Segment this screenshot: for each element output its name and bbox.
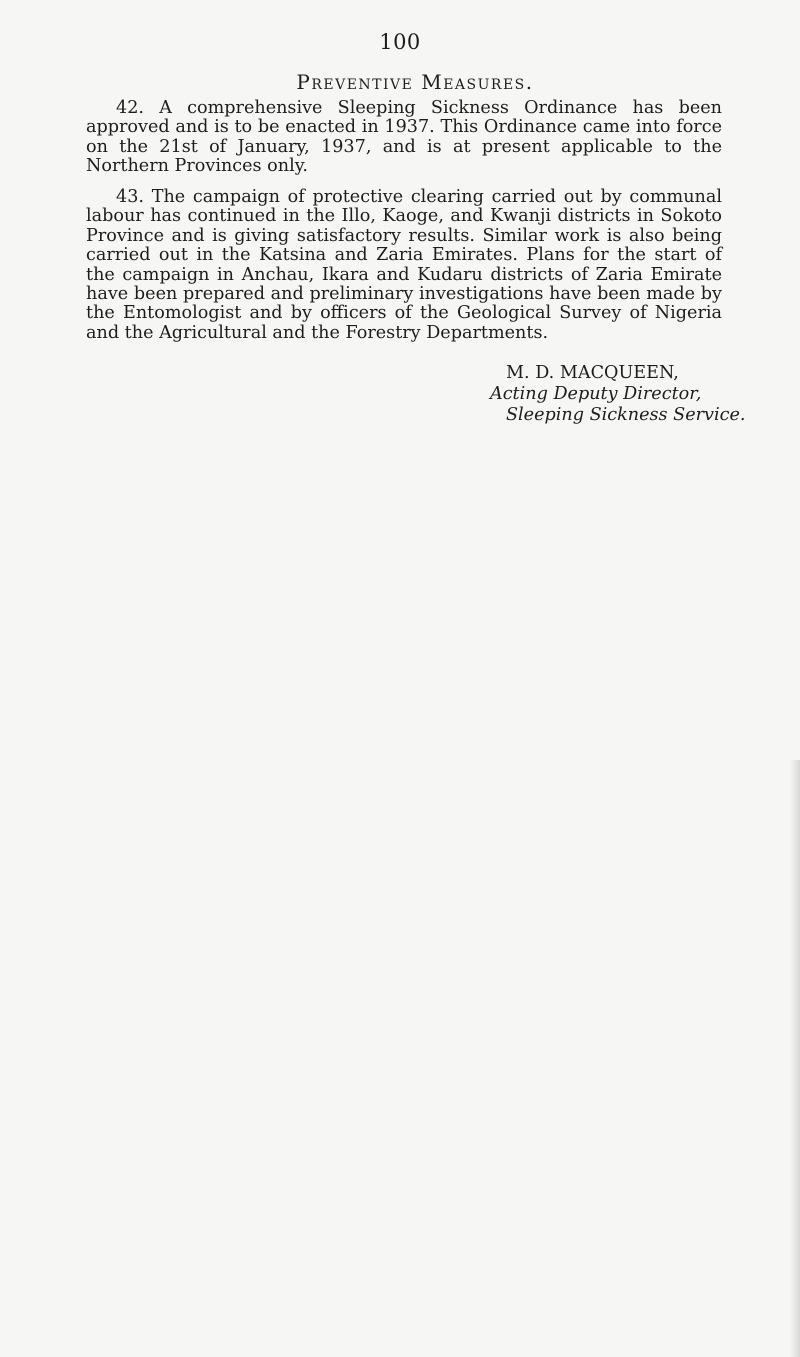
signature-block (490, 363, 745, 426)
section-heading: Preventive Measures. (296, 70, 534, 94)
signatory-name: M. D. MACQUEEN, (506, 363, 679, 383)
paragraph-43: 43. The campaign of protective clearing carried out by communal labour has continued in the Illo, Kaoge, and Kwanji districts in Sokoto Province and is giving satisfactory results. Similar work is also being carried out in the Katsina and Zaria Emirates. Plans for the start of the campaign in Anchau, Ikara and Kudaru districts of Zaria Emirate have been prepared and preliminary investigations have been made by the Entomologist and by officers of the Geological Survey of Nigeria and the Agricultural and the Forestry Departments. (86, 187, 722, 343)
signatory-title: Acting Deputy Director, (490, 384, 702, 404)
paragraph-42: 42. A comprehensive Sleeping Sickness Ordinance has been approved and is to be enacted in 1937. This Ordinance came into force on the 21st of January, 1937, and is at present applicable to the Northern Provinces only. (86, 98, 722, 177)
scan-edge-shadow (790, 760, 800, 1357)
page-number: 100 (379, 30, 421, 54)
signatory-service: Sleeping Sickness Service. (506, 405, 746, 425)
